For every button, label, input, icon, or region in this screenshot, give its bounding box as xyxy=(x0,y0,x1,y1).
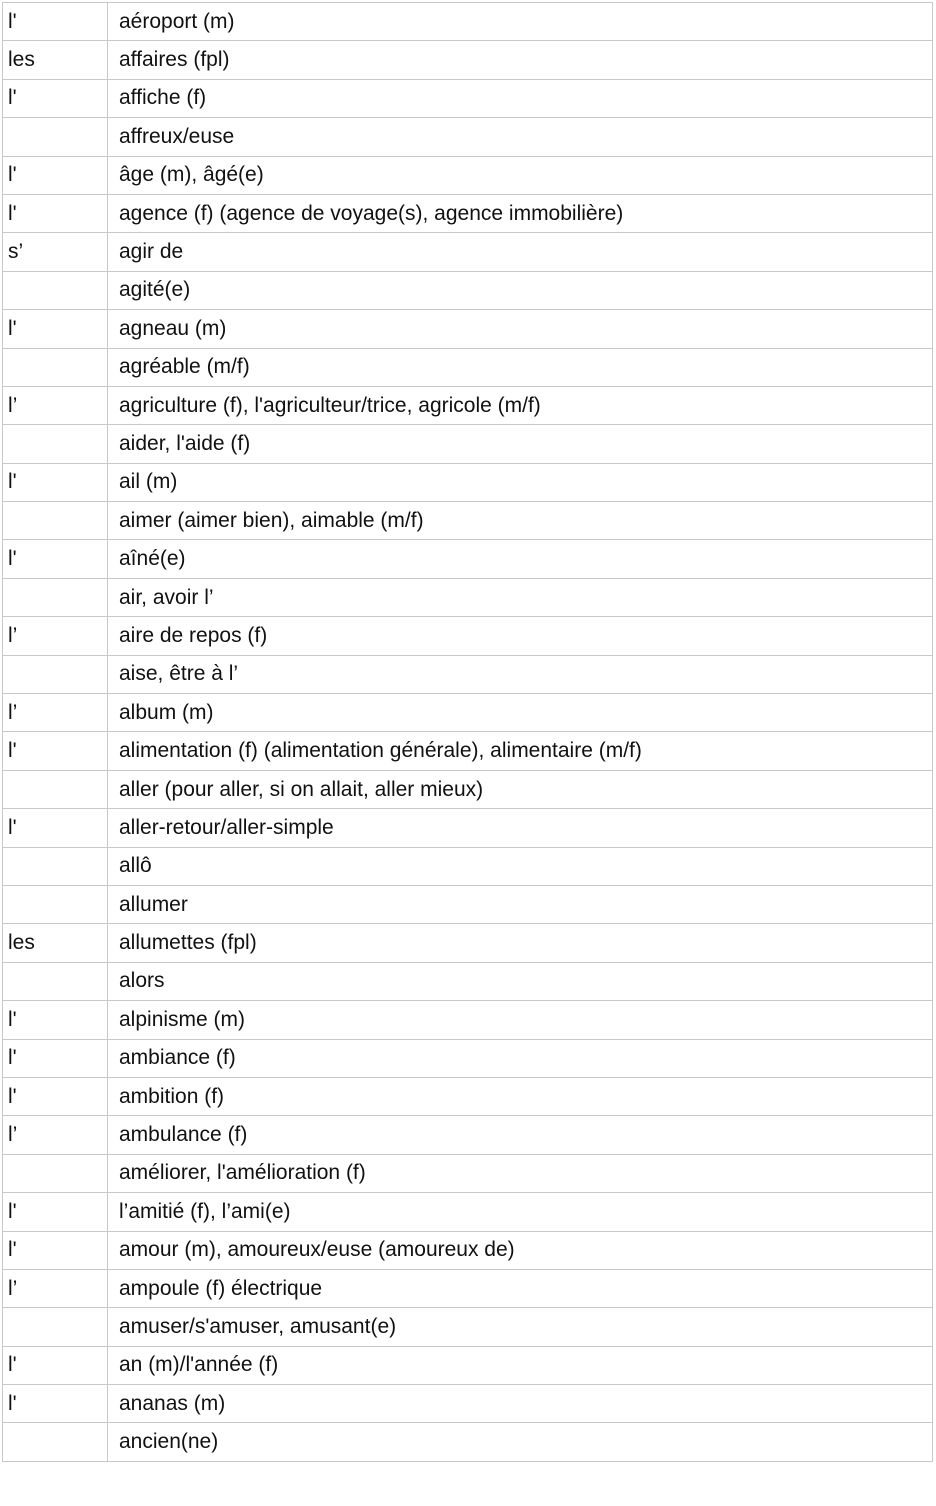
article-cell xyxy=(3,348,108,386)
table-row xyxy=(3,694,933,732)
table-row xyxy=(3,809,933,847)
table-row xyxy=(3,502,933,540)
article-cell xyxy=(3,425,108,463)
article-cell: l' xyxy=(3,310,108,348)
word-cell: agence (f) (agence de voyage(s), agence immobilière) xyxy=(108,194,933,232)
table-row xyxy=(3,1385,933,1423)
word-cell: l’amitié (f), l’ami(e) xyxy=(108,1193,933,1231)
word-cell: amour (m), amoureux/euse (amoureux de) xyxy=(108,1231,933,1269)
article-cell xyxy=(3,271,108,309)
article-cell: l’ xyxy=(3,1116,108,1154)
table-row xyxy=(3,271,933,309)
article-cell xyxy=(3,770,108,808)
word-cell: an (m)/l'année (f) xyxy=(108,1346,933,1384)
table-row xyxy=(3,1001,933,1039)
word-cell: aise, être à l’ xyxy=(108,655,933,693)
article-cell: l’ xyxy=(3,694,108,732)
vocabulary-table xyxy=(2,2,933,1462)
table-row xyxy=(3,41,933,79)
word-cell: allumer xyxy=(108,885,933,923)
table-row xyxy=(3,463,933,501)
article-cell: l' xyxy=(3,732,108,770)
article-cell: l' xyxy=(3,3,108,41)
word-cell: agréable (m/f) xyxy=(108,348,933,386)
word-cell: alors xyxy=(108,962,933,1000)
table-row xyxy=(3,540,933,578)
word-cell: allumettes (fpl) xyxy=(108,924,933,962)
table-row xyxy=(3,156,933,194)
table-row xyxy=(3,425,933,463)
table-row xyxy=(3,79,933,117)
word-cell: amuser/s'amuser, amusant(e) xyxy=(108,1308,933,1346)
article-cell xyxy=(3,885,108,923)
table-row xyxy=(3,617,933,655)
word-cell: affaires (fpl) xyxy=(108,41,933,79)
word-cell: ananas (m) xyxy=(108,1385,933,1423)
table-row xyxy=(3,1154,933,1192)
word-cell: ambulance (f) xyxy=(108,1116,933,1154)
table-row xyxy=(3,233,933,271)
word-cell: aire de repos (f) xyxy=(108,617,933,655)
article-cell: les xyxy=(3,924,108,962)
table-row xyxy=(3,386,933,424)
table-row xyxy=(3,348,933,386)
word-cell: agir de xyxy=(108,233,933,271)
article-cell: l' xyxy=(3,1231,108,1269)
word-cell: agriculture (f), l'agriculteur/trice, agricole (m/f) xyxy=(108,386,933,424)
word-cell: allô xyxy=(108,847,933,885)
word-cell: agneau (m) xyxy=(108,310,933,348)
article-cell: s’ xyxy=(3,233,108,271)
article-cell: l' xyxy=(3,1346,108,1384)
table-row xyxy=(3,655,933,693)
article-cell: l’ xyxy=(3,386,108,424)
article-cell: l' xyxy=(3,194,108,232)
word-cell: ambiance (f) xyxy=(108,1039,933,1077)
table-row xyxy=(3,732,933,770)
word-cell: aider, l'aide (f) xyxy=(108,425,933,463)
article-cell: l' xyxy=(3,1193,108,1231)
article-cell xyxy=(3,655,108,693)
word-cell: ampoule (f) électrique xyxy=(108,1269,933,1307)
article-cell xyxy=(3,962,108,1000)
word-cell: alimentation (f) (alimentation générale), alimentaire (m/f) xyxy=(108,732,933,770)
table-row xyxy=(3,1116,933,1154)
table-row xyxy=(3,1077,933,1115)
article-cell xyxy=(3,578,108,616)
word-cell: alpinisme (m) xyxy=(108,1001,933,1039)
table-row xyxy=(3,924,933,962)
word-cell: album (m) xyxy=(108,694,933,732)
word-cell: ancien(ne) xyxy=(108,1423,933,1461)
article-cell xyxy=(3,1423,108,1461)
article-cell: l' xyxy=(3,463,108,501)
article-cell: les xyxy=(3,41,108,79)
word-cell: aîné(e) xyxy=(108,540,933,578)
table-row xyxy=(3,310,933,348)
word-cell: aimer (aimer bien), aimable (m/f) xyxy=(108,502,933,540)
word-cell: agité(e) xyxy=(108,271,933,309)
table-row xyxy=(3,3,933,41)
word-cell: aller-retour/aller-simple xyxy=(108,809,933,847)
table-row xyxy=(3,1231,933,1269)
table-row xyxy=(3,1423,933,1461)
table-row xyxy=(3,1193,933,1231)
word-cell: améliorer, l'amélioration (f) xyxy=(108,1154,933,1192)
table-row xyxy=(3,770,933,808)
table-row xyxy=(3,1269,933,1307)
table-row xyxy=(3,578,933,616)
table-row xyxy=(3,1346,933,1384)
table-row xyxy=(3,1039,933,1077)
word-cell: ail (m) xyxy=(108,463,933,501)
table-row xyxy=(3,847,933,885)
article-cell: l' xyxy=(3,540,108,578)
article-cell: l' xyxy=(3,1001,108,1039)
article-cell: l’ xyxy=(3,1269,108,1307)
table-row xyxy=(3,885,933,923)
article-cell xyxy=(3,502,108,540)
table-row xyxy=(3,118,933,156)
article-cell: l' xyxy=(3,1385,108,1423)
article-cell: l' xyxy=(3,809,108,847)
word-cell: aller (pour aller, si on allait, aller mieux) xyxy=(108,770,933,808)
table-row xyxy=(3,194,933,232)
table-row xyxy=(3,1308,933,1346)
article-cell: l' xyxy=(3,1077,108,1115)
word-cell: âge (m), âgé(e) xyxy=(108,156,933,194)
article-cell xyxy=(3,1308,108,1346)
article-cell: l’ xyxy=(3,617,108,655)
table-row xyxy=(3,962,933,1000)
word-cell: affreux/euse xyxy=(108,118,933,156)
article-cell: l' xyxy=(3,1039,108,1077)
vocabulary-table-body xyxy=(3,3,933,1462)
word-cell: ambition (f) xyxy=(108,1077,933,1115)
article-cell: l' xyxy=(3,156,108,194)
article-cell: l' xyxy=(3,79,108,117)
article-cell xyxy=(3,847,108,885)
article-cell xyxy=(3,118,108,156)
word-cell: aéroport (m) xyxy=(108,3,933,41)
word-cell: affiche (f) xyxy=(108,79,933,117)
word-cell: air, avoir l’ xyxy=(108,578,933,616)
article-cell xyxy=(3,1154,108,1192)
